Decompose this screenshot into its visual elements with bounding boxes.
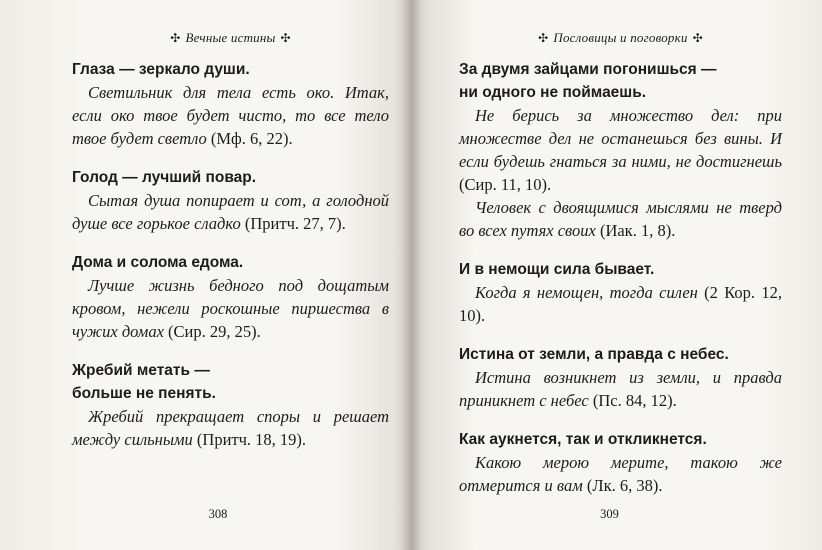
proverb-entry: [72, 251, 389, 343]
scripture-reference: (2 Кор. 12, 10).: [459, 283, 782, 325]
scripture-quote: [459, 366, 782, 412]
proverb-title-line: ни одного не поймаешь.: [459, 84, 647, 101]
scripture-reference: (Сир. 29, 25).: [163, 322, 261, 341]
proverb-entry: [72, 58, 389, 150]
proverb-entry: [72, 359, 389, 451]
header-text: Вечные истины: [185, 30, 276, 45]
proverb-title: [72, 359, 389, 405]
quote-paragraph: [72, 189, 389, 235]
scripture-reference: (Притч. 27, 7).: [240, 214, 346, 233]
quote-paragraph: [72, 405, 389, 451]
quote-paragraph: [459, 196, 782, 242]
proverb-title-line: Глаза — зеркало души.: [72, 61, 250, 78]
running-header-right: [459, 30, 782, 46]
quote-paragraph: [459, 366, 782, 412]
running-header-left: [72, 30, 389, 46]
scripture-reference: (Притч. 18, 19).: [192, 430, 307, 449]
proverb-title-line: Жребий метать —: [72, 362, 210, 379]
quote-paragraph: [459, 281, 782, 327]
scripture-reference: (Мф. 6, 22).: [206, 129, 293, 148]
page-number-right: 309: [600, 507, 619, 521]
proverb-title-line: Истина от земли, а правда с небес.: [459, 346, 729, 363]
ornament-icon: ✣: [538, 31, 549, 45]
proverb-entry: [459, 428, 782, 497]
proverb-title: [459, 58, 782, 104]
proverb-entry: [72, 166, 389, 235]
entries-left: [72, 58, 389, 451]
quote-paragraph: [459, 451, 782, 497]
proverb-entry: [459, 343, 782, 412]
proverb-title: [459, 258, 782, 281]
proverb-title: [459, 428, 782, 451]
quote-paragraph: [459, 104, 782, 196]
scripture-quote: [459, 451, 782, 497]
header-text: Пословицы и поговорки: [553, 30, 688, 45]
page-number-left: 308: [208, 507, 228, 521]
right-page: [411, 0, 822, 550]
proverb-entry: [459, 58, 782, 242]
proverb-title-line: Как аукнется, так и откликнется.: [459, 431, 707, 448]
entries-right: [459, 58, 782, 497]
ornament-icon: ✣: [692, 31, 703, 45]
proverb-title: [72, 58, 389, 81]
scripture-quote: [72, 189, 389, 235]
proverb-title: [72, 251, 389, 274]
ornament-icon: ✣: [280, 31, 291, 45]
ornament-icon: ✣: [170, 31, 181, 45]
scripture-reference: (Лк. 6, 38).: [582, 476, 663, 495]
quote-text: Человек с двоящимися мыслями не тверд во всех путях своих: [459, 198, 782, 240]
scripture-quote: [459, 104, 782, 242]
scripture-reference: (Сир. 11, 10).: [459, 175, 552, 194]
scripture-quote: [459, 281, 782, 327]
quote-text: Когда я немощен, тогда силен: [475, 283, 698, 302]
quote-text: Сытая душа попирает и сот, а голодной душе все горькое сладко: [72, 191, 389, 233]
scripture-quote: [72, 81, 389, 150]
proverb-title: [72, 166, 389, 189]
proverb-title-line: За двумя зайцами погонишься —: [459, 61, 717, 78]
scripture-reference: (Пс. 84, 12).: [588, 391, 677, 410]
quote-text: Светильник для тела есть око. Итак, если око твое будет чисто, то все тело твое будет светло: [72, 83, 389, 148]
scripture-quote: [72, 274, 389, 343]
proverb-title: [459, 343, 782, 366]
proverb-title-line: Голод — лучший повар.: [72, 169, 257, 186]
scripture-reference: (Иак. 1, 8).: [595, 221, 676, 240]
quote-text: Истина возникнет из земли, и правда приникнет с небес: [459, 368, 782, 410]
proverb-title-line: И в немощи сила бывает.: [459, 261, 655, 278]
quote-text: Лучше жизнь бедного под дощатым кровом, нежели роскошные пиршества в чужих домах: [72, 276, 389, 341]
quote-paragraph: [72, 274, 389, 343]
scripture-quote: [72, 405, 389, 451]
quote-text: Не берись за множество дел: при множестве дел не останешься без вины. И если будешь гнаться за ними, не достигнешь: [459, 106, 782, 171]
quote-paragraph: [72, 81, 389, 150]
proverb-title-line: больше не пенять.: [72, 385, 216, 402]
quote-text: Какою мерою мерите, такою же отмерится и вам: [459, 453, 782, 495]
proverb-entry: [459, 258, 782, 327]
quote-text: Жребий прекращает споры и решает между сильными: [72, 407, 389, 449]
proverb-title-line: Дома и солома едома.: [72, 254, 244, 271]
